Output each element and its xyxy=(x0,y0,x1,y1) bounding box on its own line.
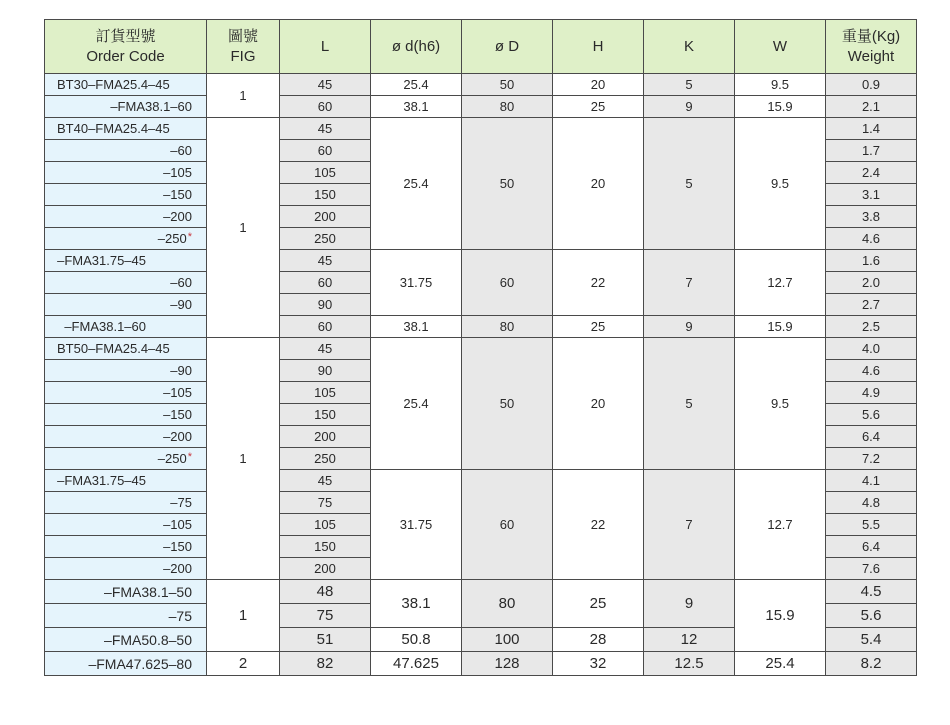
weight-cell: 4.6 xyxy=(826,228,917,250)
k-cell: 9 xyxy=(644,96,735,118)
header-d: ø d(h6) xyxy=(371,20,462,74)
l-cell: 250 xyxy=(280,448,371,470)
l-cell: 45 xyxy=(280,74,371,96)
header-L: L xyxy=(280,20,371,74)
order-code-cell: –75 xyxy=(45,492,207,514)
order-code-cell: –FMA38.1–50 xyxy=(45,580,207,604)
l-cell: 75 xyxy=(280,492,371,514)
order-code-cell: –FMA38.1–60 xyxy=(45,96,207,118)
l-cell: 150 xyxy=(280,536,371,558)
order-code-cell: –105 xyxy=(45,382,207,404)
weight-cell: 1.6 xyxy=(826,250,917,272)
fig-cell: 1 xyxy=(207,118,280,338)
order-code-cell: –FMA38.1–60 xyxy=(45,316,207,338)
order-code-cell: –105 xyxy=(45,162,207,184)
table-row xyxy=(45,470,917,492)
table-row xyxy=(45,74,917,96)
d-cell: 25.4 xyxy=(371,338,462,470)
spec-table xyxy=(44,19,917,676)
weight-cell: 3.8 xyxy=(826,206,917,228)
k-cell: 12 xyxy=(644,628,735,652)
d-cell: 38.1 xyxy=(371,580,462,628)
l-cell: 60 xyxy=(280,96,371,118)
big-d-cell: 50 xyxy=(462,118,553,250)
table-row xyxy=(45,250,917,272)
order-code-text: –250 xyxy=(157,231,187,246)
l-cell: 150 xyxy=(280,184,371,206)
header-H: H xyxy=(553,20,644,74)
table-row xyxy=(45,580,917,604)
h-cell: 25 xyxy=(553,316,644,338)
d-cell: 47.625 xyxy=(371,652,462,676)
order-code-cell: –FMA31.75–45 xyxy=(45,470,207,492)
d-cell: 38.1 xyxy=(371,96,462,118)
order-code-cell: –60 xyxy=(45,272,207,294)
weight-cell: 4.1 xyxy=(826,470,917,492)
header-order-code-en: Order Code xyxy=(86,47,165,65)
order-code-cell xyxy=(45,448,207,470)
weight-cell: 2.4 xyxy=(826,162,917,184)
order-code-cell: –105 xyxy=(45,514,207,536)
header-fig xyxy=(207,20,280,74)
weight-cell: 4.6 xyxy=(826,360,917,382)
order-code-text: –250 xyxy=(157,451,187,466)
w-cell: 9.5 xyxy=(735,338,826,470)
weight-cell: 4.0 xyxy=(826,338,917,360)
l-cell: 250 xyxy=(280,228,371,250)
weight-cell: 0.9 xyxy=(826,74,917,96)
l-cell: 75 xyxy=(280,604,371,628)
order-code-cell: –200 xyxy=(45,206,207,228)
weight-cell: 3.1 xyxy=(826,184,917,206)
l-cell: 150 xyxy=(280,404,371,426)
l-cell: 90 xyxy=(280,360,371,382)
order-code-cell: –75 xyxy=(45,604,207,628)
weight-cell: 6.4 xyxy=(826,426,917,448)
big-d-cell: 100 xyxy=(462,628,553,652)
order-code-cell: –60 xyxy=(45,140,207,162)
weight-cell: 2.1 xyxy=(826,96,917,118)
header-weight-zh: 重量(Kg) xyxy=(841,28,901,45)
d-cell: 25.4 xyxy=(371,118,462,250)
order-code-cell: BT40–FMA25.4–45 xyxy=(45,118,207,140)
order-code-cell: –90 xyxy=(45,294,207,316)
star-mark: * xyxy=(187,451,192,463)
order-code-cell: BT50–FMA25.4–45 xyxy=(45,338,207,360)
h-cell: 22 xyxy=(553,470,644,580)
table-row xyxy=(45,338,917,360)
order-code-cell: –200 xyxy=(45,558,207,580)
h-cell: 20 xyxy=(553,338,644,470)
weight-cell: 4.5 xyxy=(826,580,917,604)
big-d-cell: 80 xyxy=(462,316,553,338)
order-code-cell xyxy=(45,228,207,250)
weight-cell: 5.6 xyxy=(826,604,917,628)
w-cell: 15.9 xyxy=(735,96,826,118)
table-row xyxy=(45,652,917,676)
l-cell: 200 xyxy=(280,206,371,228)
weight-cell: 2.5 xyxy=(826,316,917,338)
h-cell: 32 xyxy=(553,652,644,676)
l-cell: 48 xyxy=(280,580,371,604)
weight-cell: 5.5 xyxy=(826,514,917,536)
l-cell: 60 xyxy=(280,140,371,162)
l-cell: 45 xyxy=(280,250,371,272)
l-cell: 105 xyxy=(280,162,371,184)
h-cell: 25 xyxy=(553,96,644,118)
k-cell: 12.5 xyxy=(644,652,735,676)
l-cell: 200 xyxy=(280,426,371,448)
d-cell: 38.1 xyxy=(371,316,462,338)
order-code-cell: –FMA50.8–50 xyxy=(45,628,207,652)
table-row xyxy=(45,96,917,118)
w-cell: 9.5 xyxy=(735,118,826,250)
l-cell: 51 xyxy=(280,628,371,652)
k-cell: 9 xyxy=(644,580,735,628)
table-row xyxy=(45,118,917,140)
header-K: K xyxy=(644,20,735,74)
weight-cell: 7.6 xyxy=(826,558,917,580)
l-cell: 45 xyxy=(280,470,371,492)
h-cell: 22 xyxy=(553,250,644,316)
big-d-cell: 50 xyxy=(462,338,553,470)
w-cell: 25.4 xyxy=(735,652,826,676)
l-cell: 45 xyxy=(280,118,371,140)
header-order-code-zh: 訂貨型號 xyxy=(95,28,156,45)
order-code-cell: –FMA31.75–45 xyxy=(45,250,207,272)
order-code-cell: –200 xyxy=(45,426,207,448)
l-cell: 60 xyxy=(280,272,371,294)
fig-cell: 1 xyxy=(207,74,280,118)
table-row xyxy=(45,316,917,338)
big-d-cell: 60 xyxy=(462,470,553,580)
order-code-cell: BT30–FMA25.4–45 xyxy=(45,74,207,96)
weight-cell: 1.4 xyxy=(826,118,917,140)
w-cell: 9.5 xyxy=(735,74,826,96)
l-cell: 105 xyxy=(280,514,371,536)
k-cell: 5 xyxy=(644,338,735,470)
header-fig-en: FIG xyxy=(230,47,256,65)
k-cell: 9 xyxy=(644,316,735,338)
header-fig-zh: 圖號 xyxy=(227,28,258,45)
l-cell: 90 xyxy=(280,294,371,316)
weight-cell: 2.7 xyxy=(826,294,917,316)
weight-cell: 6.4 xyxy=(826,536,917,558)
w-cell: 12.7 xyxy=(735,250,826,316)
header-weight-en: Weight xyxy=(847,47,895,65)
big-d-cell: 80 xyxy=(462,96,553,118)
header-weight xyxy=(826,20,917,74)
h-cell: 20 xyxy=(553,118,644,250)
order-code-cell: –150 xyxy=(45,404,207,426)
w-cell: 15.9 xyxy=(735,580,826,652)
big-d-cell: 60 xyxy=(462,250,553,316)
k-cell: 5 xyxy=(644,74,735,96)
header-D: ø D xyxy=(462,20,553,74)
weight-cell: 7.2 xyxy=(826,448,917,470)
k-cell: 5 xyxy=(644,118,735,250)
l-cell: 200 xyxy=(280,558,371,580)
fig-cell: 1 xyxy=(207,580,280,652)
order-code-cell: –90 xyxy=(45,360,207,382)
l-cell: 105 xyxy=(280,382,371,404)
h-cell: 25 xyxy=(553,580,644,628)
weight-cell: 5.4 xyxy=(826,628,917,652)
d-cell: 31.75 xyxy=(371,250,462,316)
big-d-cell: 128 xyxy=(462,652,553,676)
k-cell: 7 xyxy=(644,250,735,316)
w-cell: 15.9 xyxy=(735,316,826,338)
star-mark: * xyxy=(187,231,192,243)
big-d-cell: 80 xyxy=(462,580,553,628)
l-cell: 82 xyxy=(280,652,371,676)
l-cell: 60 xyxy=(280,316,371,338)
weight-cell: 2.0 xyxy=(826,272,917,294)
d-cell: 31.75 xyxy=(371,470,462,580)
big-d-cell: 50 xyxy=(462,74,553,96)
h-cell: 28 xyxy=(553,628,644,652)
fig-cell: 1 xyxy=(207,338,280,580)
h-cell: 20 xyxy=(553,74,644,96)
weight-cell: 5.6 xyxy=(826,404,917,426)
header-order-code xyxy=(45,20,207,74)
weight-cell: 4.9 xyxy=(826,382,917,404)
d-cell: 50.8 xyxy=(371,628,462,652)
weight-cell: 4.8 xyxy=(826,492,917,514)
header-W: W xyxy=(735,20,826,74)
order-code-cell: –FMA47.625–80 xyxy=(45,652,207,676)
l-cell: 45 xyxy=(280,338,371,360)
header-row xyxy=(45,20,917,74)
w-cell: 12.7 xyxy=(735,470,826,580)
fig-cell: 2 xyxy=(207,652,280,676)
order-code-cell: –150 xyxy=(45,184,207,206)
order-code-cell: –150 xyxy=(45,536,207,558)
weight-cell: 1.7 xyxy=(826,140,917,162)
k-cell: 7 xyxy=(644,470,735,580)
weight-cell: 8.2 xyxy=(826,652,917,676)
d-cell: 25.4 xyxy=(371,74,462,96)
